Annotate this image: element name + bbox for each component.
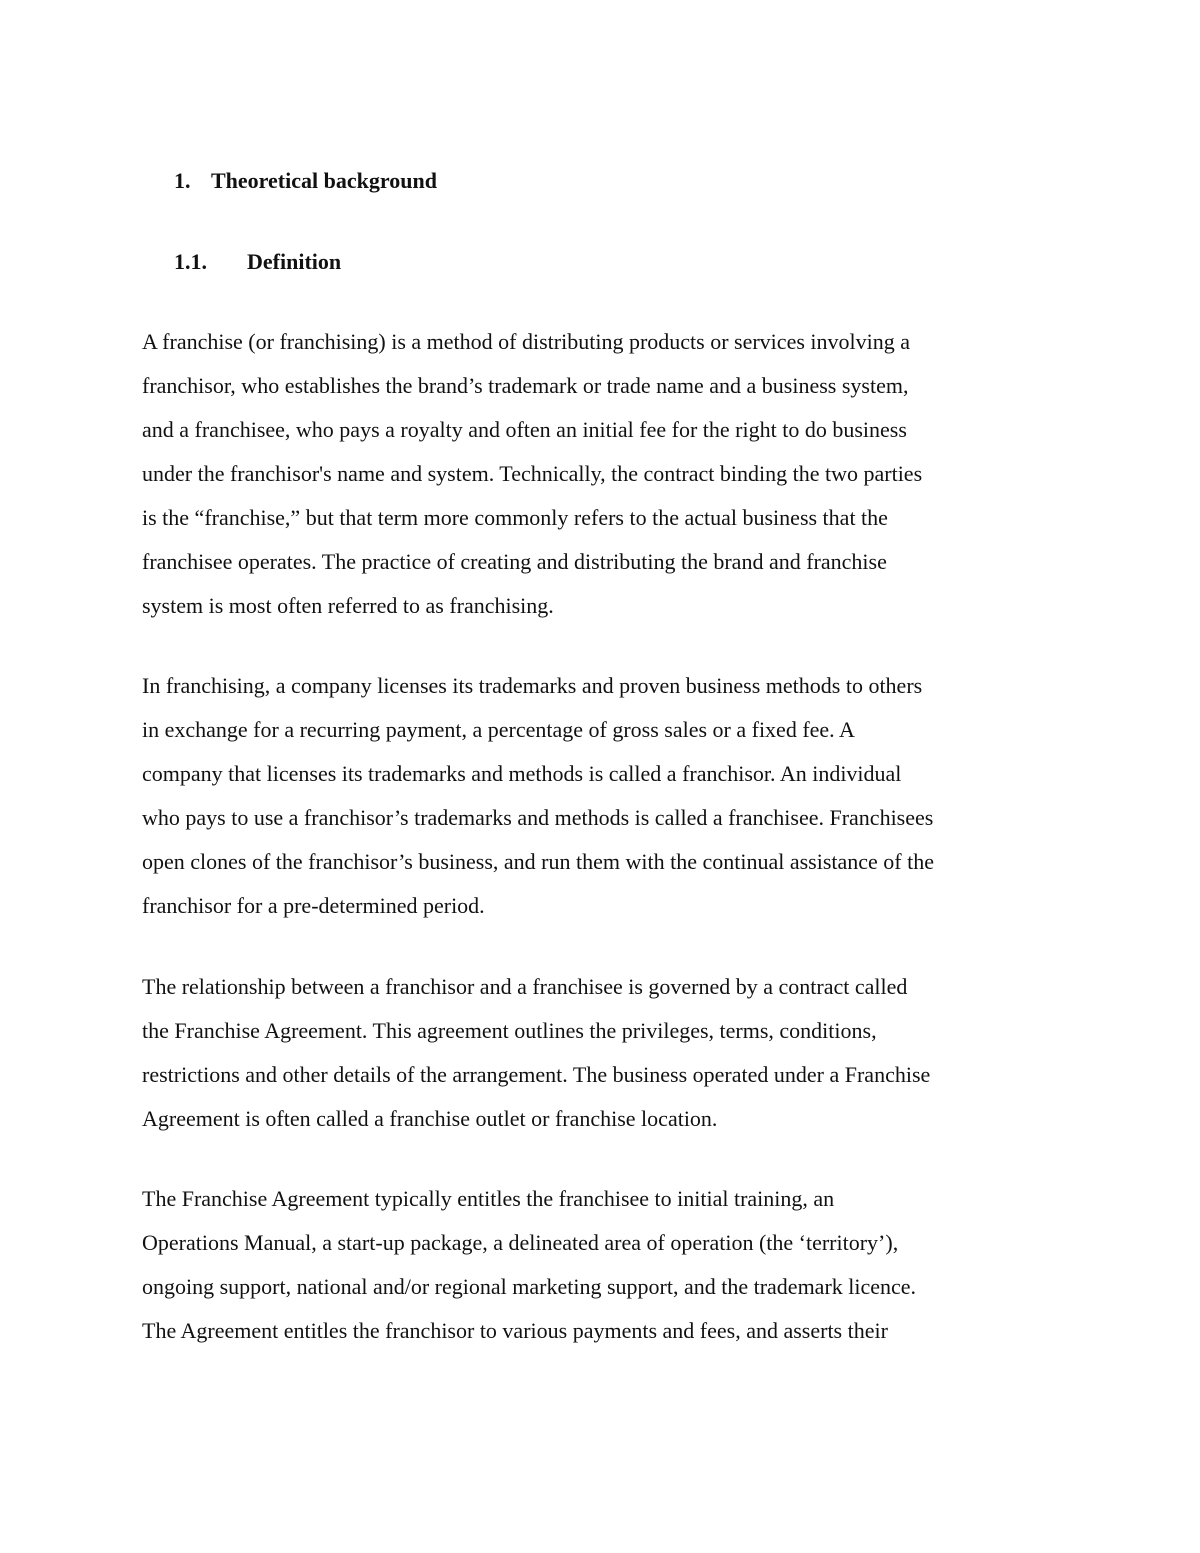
paragraph-line: ongoing support, national and/or regional marketing support, and the trademark licence. bbox=[142, 1274, 917, 1299]
paragraph-line: and a franchisee, who pays a royalty and often an initial fee for the right to do business bbox=[142, 417, 907, 442]
paragraph-line: The Agreement entitles the franchisor to various payments and fees, and asserts their bbox=[142, 1318, 888, 1343]
subsection-title: Definition bbox=[247, 249, 342, 274]
section-number: 1. bbox=[174, 168, 191, 193]
paragraph-line: under the franchisor's name and system. Technically, the contract binding the two parties bbox=[142, 461, 923, 486]
section-heading bbox=[174, 166, 437, 196]
paragraph-line: in exchange for a recurring payment, a percentage of gross sales or a fixed fee. A bbox=[142, 717, 855, 742]
paragraph-relationship bbox=[142, 965, 1072, 1141]
paragraph-line: In franchising, a company licenses its trademarks and proven business methods to others bbox=[142, 673, 923, 698]
paragraph-line: Operations Manual, a start-up package, a delineated area of operation (the ‘territory’), bbox=[142, 1230, 899, 1255]
paragraph-line: who pays to use a franchisor’s trademarks and methods is called a franchisee. Franchisees bbox=[142, 805, 934, 830]
paragraph-line: A franchise (or franchising) is a method of distributing products or services involving a bbox=[142, 329, 910, 354]
subsection-number: 1.1. bbox=[174, 249, 207, 274]
paragraph-franchising bbox=[142, 664, 1072, 928]
section-title: Theoretical background bbox=[211, 168, 437, 193]
paragraph-line: open clones of the franchisor’s business, and run them with the continual assistance of the bbox=[142, 849, 935, 874]
paragraph-line: is the “franchise,” but that term more commonly refers to the actual business that the bbox=[142, 505, 888, 530]
paragraph-line: franchisee operates. The practice of creating and distributing the brand and franchise bbox=[142, 549, 887, 574]
paragraph-line: franchisor, who establishes the brand’s trademark or trade name and a business system, bbox=[142, 373, 909, 398]
paragraph-line: Agreement is often called a franchise outlet or franchise location. bbox=[142, 1106, 718, 1131]
paragraph-line: The relationship between a franchisor and a franchisee is governed by a contract called bbox=[142, 974, 908, 999]
paragraph-line: restrictions and other details of the arrangement. The business operated under a Franchise bbox=[142, 1062, 931, 1087]
paragraph-agreement bbox=[142, 1177, 1072, 1353]
paragraph-line: franchisor for a pre-determined period. bbox=[142, 893, 485, 918]
paragraph-line: The Franchise Agreement typically entitles the franchisee to initial training, an bbox=[142, 1186, 835, 1211]
subsection-heading bbox=[174, 247, 341, 277]
paragraph-line: company that licenses its trademarks and methods is called a franchisor. An individual bbox=[142, 761, 902, 786]
paragraph-line: the Franchise Agreement. This agreement outlines the privileges, terms, conditions, bbox=[142, 1018, 877, 1043]
paragraph-line: system is most often referred to as franchising. bbox=[142, 593, 554, 618]
paragraph-definition bbox=[142, 320, 1072, 628]
